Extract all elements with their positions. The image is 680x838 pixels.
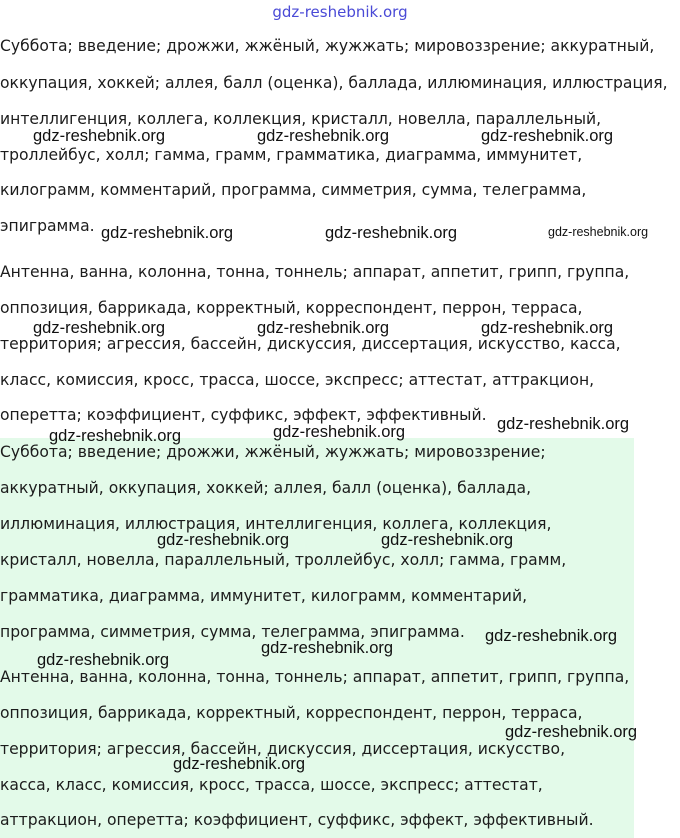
text-line: троллейбус, холл; гамма, грамм, грамматика, диаграмма, иммунитет, — [0, 146, 583, 164]
watermark: gdz-reshebnik.org — [257, 127, 390, 145]
text-line: Суббота; введение; дрожжи, жжёный, жужжать; мировоззрение; — [0, 443, 546, 461]
watermark: gdz-reshebnik.org — [481, 127, 614, 145]
watermark: gdz-reshebnik.org — [37, 651, 170, 669]
text-line: оккупация, хоккей; аллея, балл (оценка), баллада, иллюминация, иллюстрация, — [0, 74, 668, 92]
text-line: касса, класс, комиссия, кросс, трасса, шоссе, экспресс; аттестат, — [0, 776, 543, 794]
watermark: gdz-reshebnik.org — [505, 723, 638, 741]
watermark: gdz-reshebnik.org — [481, 319, 614, 337]
text-line: килограмм, комментарий, программа, симметрия, сумма, телеграмма, — [0, 181, 587, 199]
text-line: эпиграмма. — [0, 217, 95, 235]
text-line: класс, комиссия, кросс, трасса, шоссе, экспресс; аттестат, аттракцион, — [0, 371, 595, 389]
watermark: gdz-reshebnik.org — [261, 639, 394, 657]
watermark: gdz-reshebnik.org — [497, 415, 630, 433]
watermark: gdz-reshebnik.org — [49, 427, 182, 445]
text-line: оппозиция, баррикада, корректный, корреспондент, перрон, терраса, — [0, 299, 583, 317]
text-line: Антенна, ванна, колонна, тонна, тоннель; аппарат, аппетит, грипп, группа, — [0, 263, 630, 281]
text-line: Антенна, ванна, колонна, тонна, тоннель; аппарат, аппетит, грипп, группа, — [0, 668, 630, 686]
watermark: gdz-reshebnik.org — [381, 531, 514, 549]
text-line: Суббота; введение; дрожжи, жжёный, жужжать; мировоззрение; аккуратный, — [0, 37, 655, 55]
text-line: территория; агрессия, бассейн, дискуссия, диссертация, искусство, — [0, 740, 566, 758]
text-line: оперетта; коэффициент, суффикс, эффект, эффективный. — [0, 406, 487, 424]
watermark: gdz-reshebnik.org — [548, 225, 649, 239]
text-line: кристалл, новелла, параллельный, троллейбус, холл; гамма, грамм, — [0, 551, 567, 569]
text-line: грамматика, диаграмма, иммунитет, килограмм, комментарий, — [0, 587, 528, 605]
watermark: gdz-reshebnik.org — [101, 224, 234, 242]
watermark: gdz-reshebnik.org — [485, 627, 618, 645]
watermark: gdz-reshebnik.org — [173, 755, 306, 773]
watermark: gdz-reshebnik.org — [273, 423, 406, 441]
site-header: gdz-reshebnik.org — [272, 3, 408, 21]
text-line: аттракцион, оперетта; коэффициент, суффикс, эффект, эффективный. — [0, 811, 594, 829]
watermark: gdz-reshebnik.org — [257, 319, 390, 337]
text-line: программа, симметрия, сумма, телеграмма, эпиграмма. — [0, 623, 465, 641]
text-line: оппозиция, баррикада, корректный, корреспондент, перрон, терраса, — [0, 704, 583, 722]
watermark: gdz-reshebnik.org — [33, 127, 166, 145]
watermark: gdz-reshebnik.org — [325, 224, 458, 242]
text-line: иллюминация, иллюстрация, интеллигенция, коллега, коллекция, — [0, 515, 552, 533]
text-line: территория; агрессия, бассейн, дискуссия, диссертация, искусство, касса, — [0, 335, 621, 353]
watermark: gdz-reshebnik.org — [157, 531, 290, 549]
text-line: интеллигенция, коллега, коллекция, кристалл, новелла, параллельный, — [0, 110, 602, 128]
text-line: аккуратный, оккупация, хоккей; аллея, балл (оценка), баллада, — [0, 479, 532, 497]
watermark: gdz-reshebnik.org — [33, 319, 166, 337]
